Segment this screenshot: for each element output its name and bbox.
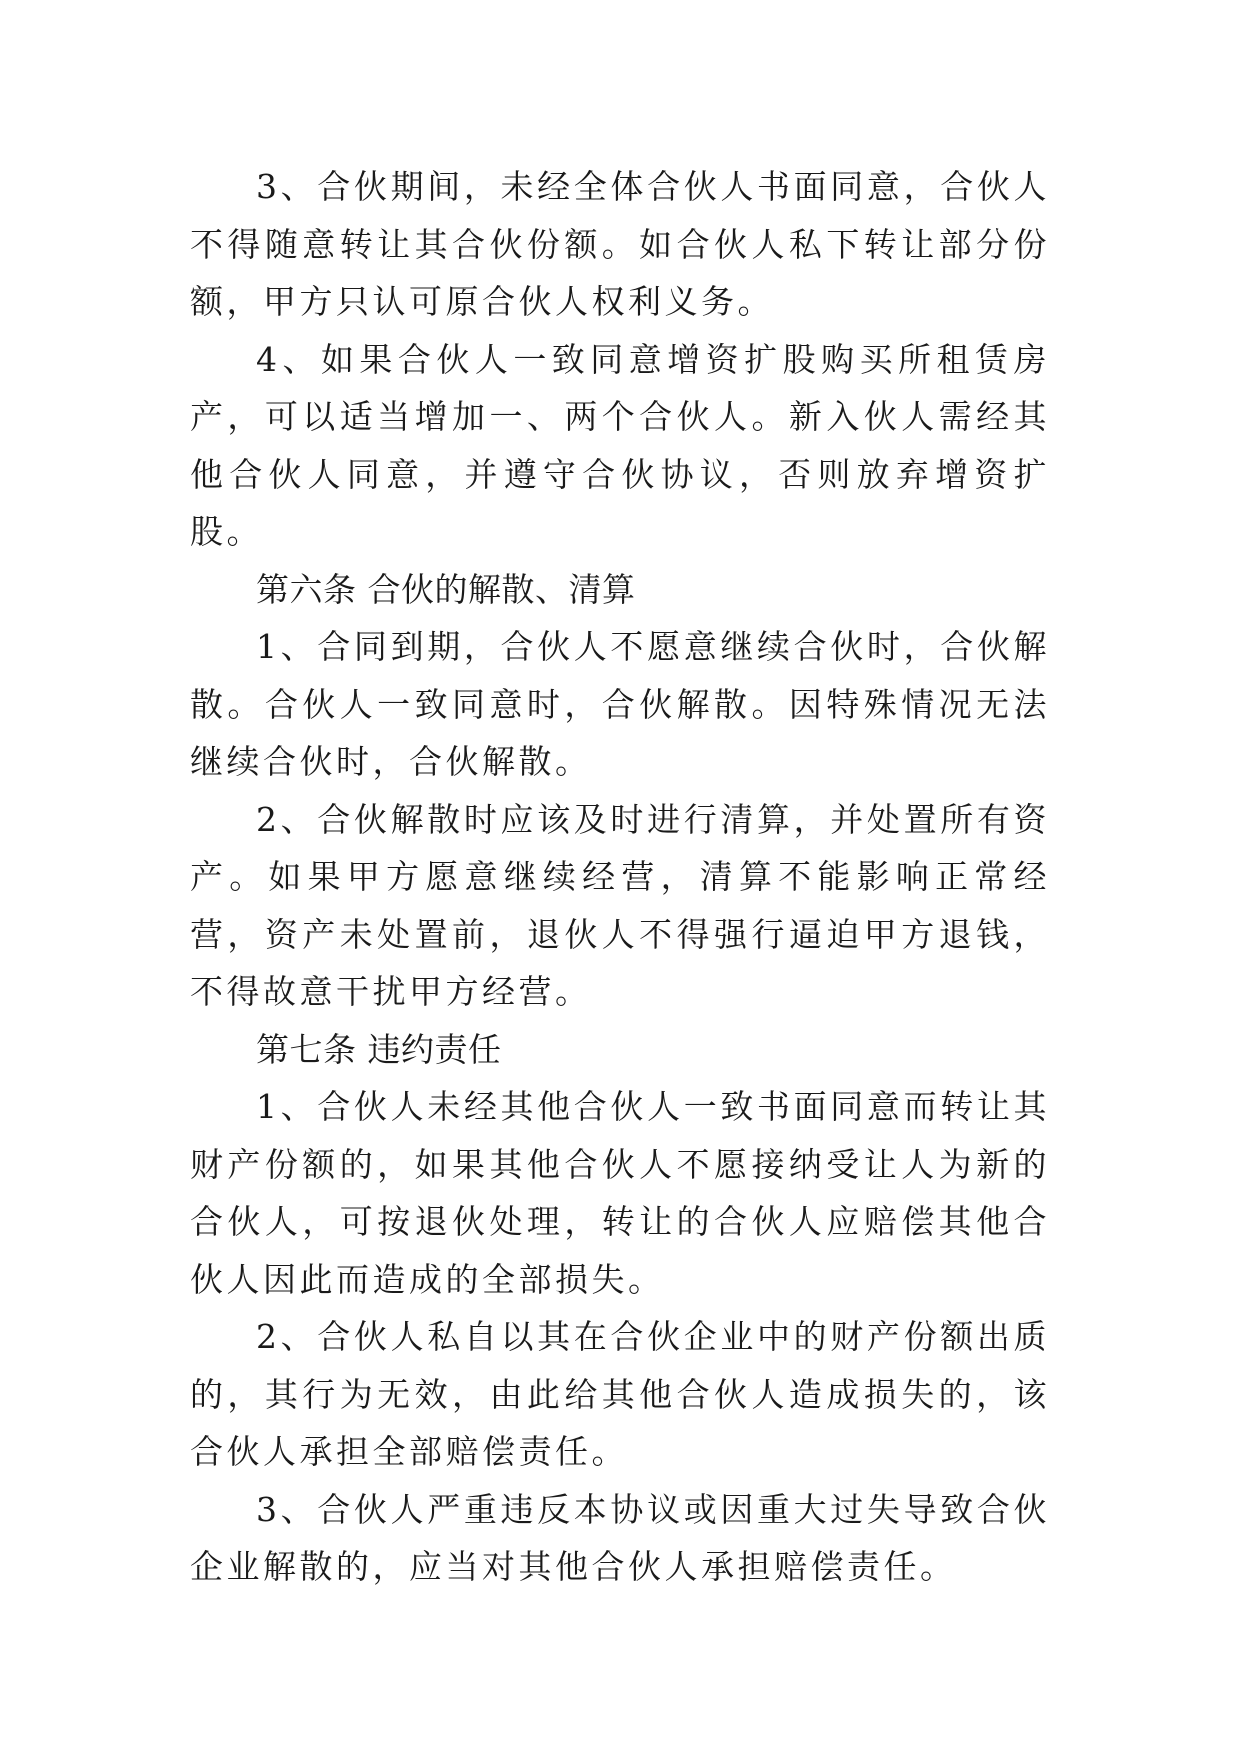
paragraph-7-3: 3、合伙人严重违反本协议或因重大过失导致合伙企业解散的，应当对其他合伙人承担赔偿责任。 — [190, 1489, 1050, 1586]
paragraph-5-4: 4、如果合伙人一致同意增资扩股购买所租赁房产，可以适当增加一、两个合伙人。新入伙人需经其他合伙人同意，并遵守合伙协议，否则放弃增资扩股。 — [190, 339, 1050, 551]
paragraph-7-2: 2、合伙人私自以其在合伙企业中的财产份额出质的，其行为无效，由此给其他合伙人造成损失的，该合伙人承担全部赔偿责任。 — [190, 1317, 1050, 1471]
paragraph-6-2: 2、合伙解散时应该及时进行清算，并处置所有资产。如果甲方愿意继续经营，清算不能影响正常经营，资产未处置前，退伙人不得强行逼迫甲方退钱，不得故意干扰甲方经营。 — [190, 799, 1050, 1011]
document-body — [190, 158, 1050, 1596]
paragraph-5-3: 3、合伙期间，未经全体合伙人书面同意，合伙人不得随意转让其合伙份额。如合伙人私下转让部分份额，甲方只认可原合伙人权利义务。 — [190, 167, 1050, 321]
paragraph-7-1: 1、合伙人未经其他合伙人一致书面同意而转让其财产份额的，如果其他合伙人不愿接纳受让人为新的合伙人，可按退伙处理，转让的合伙人应赔偿其他合伙人因此而造成的全部损失。 — [190, 1087, 1050, 1299]
article-7-heading: 第七条 违约责任 — [256, 1029, 502, 1069]
paragraph-6-1: 1、合同到期，合伙人不愿意继续合伙时，合伙解散。合伙人一致同意时，合伙解散。因特殊情况无法继续合伙时，合伙解散。 — [190, 627, 1050, 781]
article-6-heading: 第六条 合伙的解散、清算 — [256, 569, 636, 609]
